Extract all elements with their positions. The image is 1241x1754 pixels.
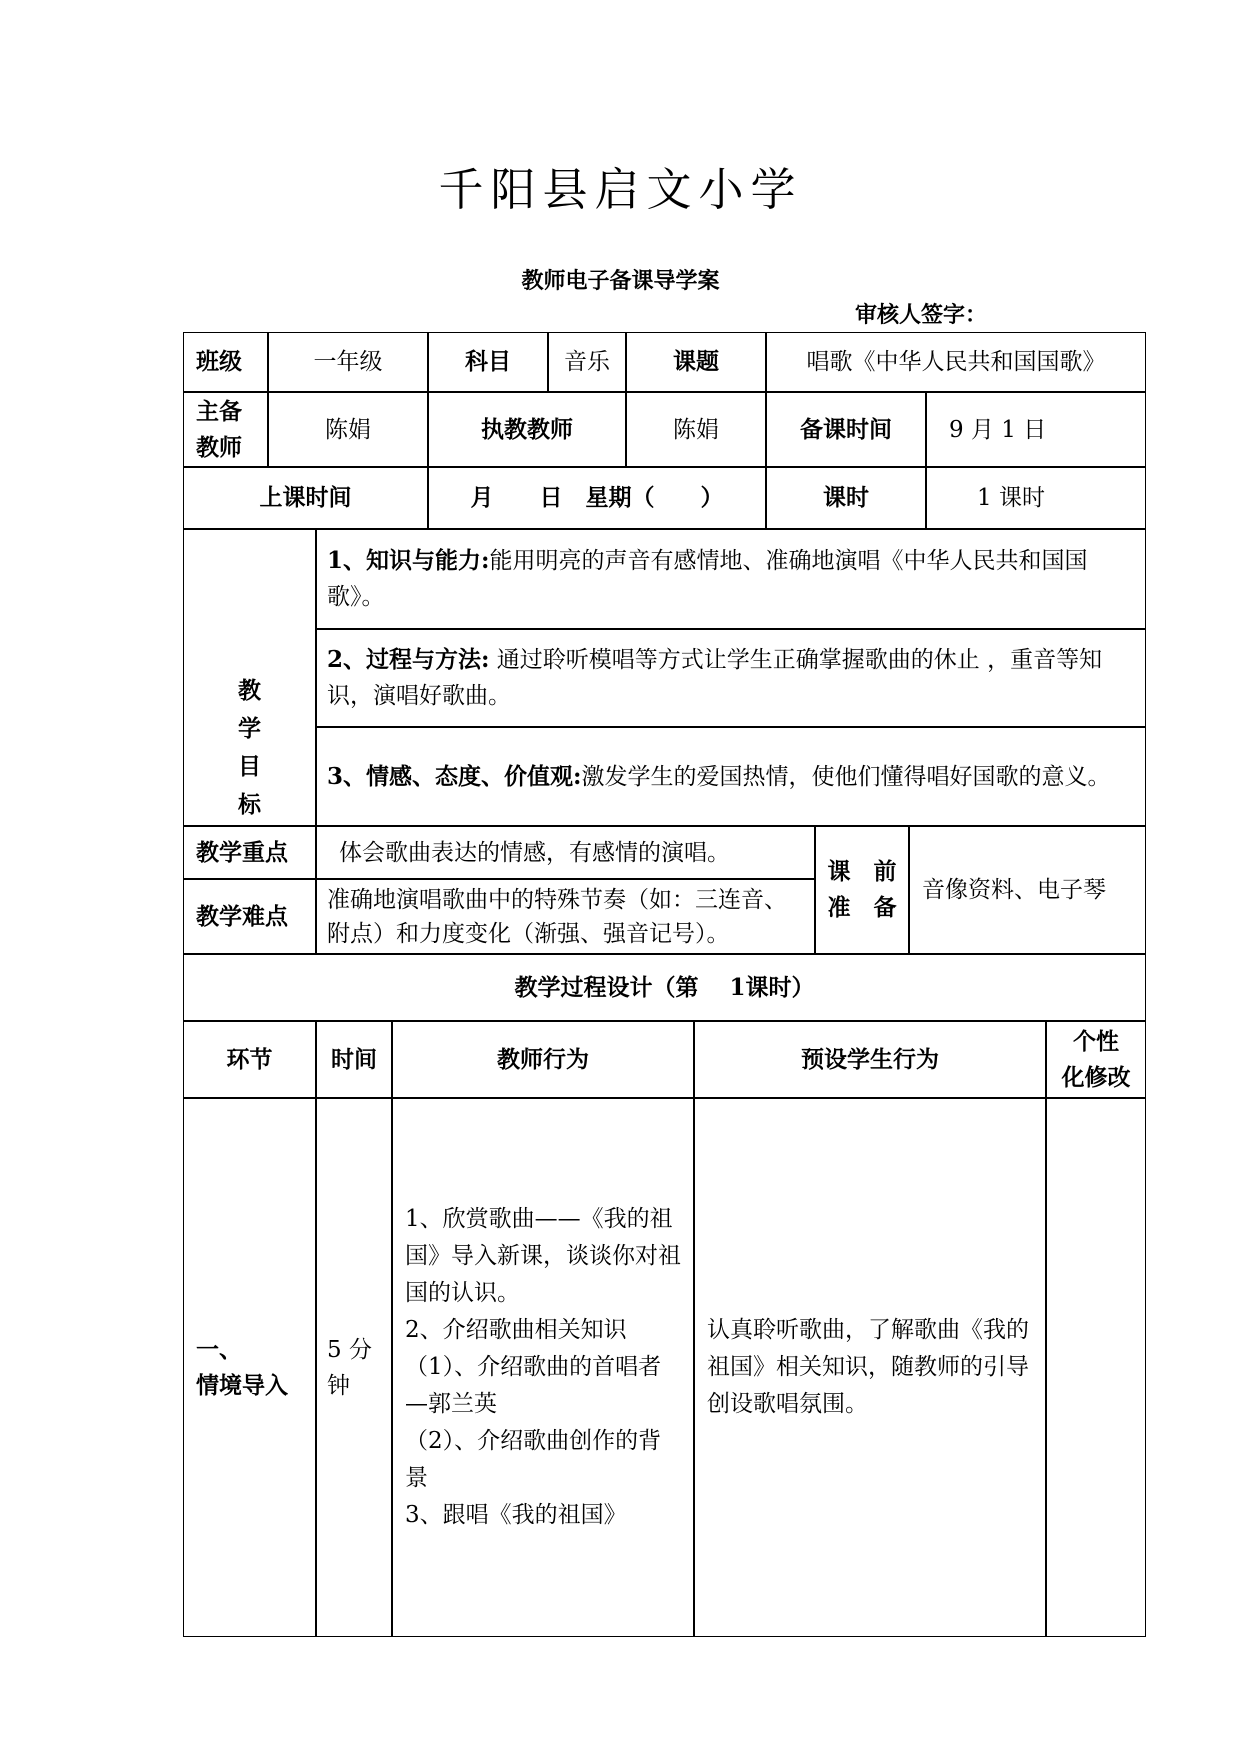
goal-emotion xyxy=(316,727,1146,826)
difficulty-value: 准确地演唱歌曲中的特殊节奏（如：三连音、附点）和力度变化（渐强、强音记号）。 xyxy=(316,879,815,954)
key-point-value: 体会歌曲表达的情感，有感情的演唱。 xyxy=(316,826,815,879)
teacher-action-line: （1）、介绍歌曲的首唱者—郭兰英 xyxy=(405,1354,662,1417)
reviewer-signature-label: 审核人签字： xyxy=(855,302,988,328)
class-time-label: 上课时间 xyxy=(183,467,428,529)
header-time: 时间 xyxy=(316,1021,392,1098)
class-time-value: 月 日 星期（ ） xyxy=(428,467,766,529)
prep-label xyxy=(815,826,909,954)
teacher-action-line: 1、欣赏歌曲——《我的祖国》导入新课，谈谈你对祖国的认识。 xyxy=(405,1206,681,1306)
header-student: 预设学生行为 xyxy=(694,1021,1046,1098)
goal-knowledge xyxy=(316,529,1146,629)
class-label: 班级 xyxy=(183,332,268,392)
school-name: 千阳县启文小学 xyxy=(438,163,803,216)
teacher-action-line: 2、介绍歌曲相关知识 xyxy=(405,1317,627,1343)
header-stage: 环节 xyxy=(183,1021,316,1098)
goal-title: 3、情感、态度、价值观: xyxy=(327,762,582,790)
header-personal-line1: 个性 xyxy=(1073,1027,1119,1055)
process-title: 教学过程设计（第 1课时） xyxy=(183,954,1146,1021)
goals-label-char: 目 xyxy=(238,752,261,780)
prep-time-value: 9 月 1 日 xyxy=(926,392,1146,467)
exec-teacher-value: 陈娟 xyxy=(626,392,766,467)
exec-teacher-label: 执教教师 xyxy=(428,392,626,467)
teacher-action-cell xyxy=(392,1098,694,1637)
teacher-action-line: （2）、介绍歌曲创作的背景 xyxy=(405,1428,662,1491)
stage-number: 一、 xyxy=(196,1335,242,1363)
header-teacher: 教师行为 xyxy=(392,1021,694,1098)
goal-process xyxy=(316,629,1146,727)
main-teacher-label xyxy=(183,392,268,467)
topic-label: 课题 xyxy=(626,332,766,392)
teacher-action-line: 3、跟唱《我的祖国》 xyxy=(405,1502,627,1528)
goal-text: 激发学生的爱国热情，使他们懂得唱好国歌的意义。 xyxy=(581,763,1111,790)
goal-title: 1、知识与能力: xyxy=(327,547,490,574)
goal-title: 2、过程与方法: xyxy=(327,646,490,673)
goal-text: 能用明亮的声音有感情地、准确地演唱《中华人民共和国国歌》。 xyxy=(327,548,1088,610)
class-value: 一年级 xyxy=(268,332,428,392)
period-value: 1 课时 xyxy=(926,467,1146,529)
main-teacher-label-line1: 主备 xyxy=(196,397,242,425)
key-point-label: 教学重点 xyxy=(183,826,316,879)
time-cell: 5 分钟 xyxy=(316,1098,392,1637)
topic-value: 唱歌《中华人民共和国国歌》 xyxy=(766,332,1146,392)
main-teacher-label-line2: 教师 xyxy=(196,433,242,461)
prep-label-line2: 准 备 xyxy=(827,894,897,921)
personal-edit-cell xyxy=(1046,1098,1146,1637)
prep-label-line1: 课 前 xyxy=(827,858,897,885)
goals-label-char: 标 xyxy=(238,790,261,818)
subject-value: 音乐 xyxy=(548,332,626,392)
header-personal xyxy=(1046,1021,1146,1098)
student-action-cell: 认真聆听歌曲，了解歌曲《我的祖国》相关知识，随教师的引导创设歌唱氛围。 xyxy=(694,1098,1046,1637)
stage-name: 情境导入 xyxy=(196,1371,288,1399)
difficulty-label: 教学难点 xyxy=(183,879,316,954)
teaching-goals-label xyxy=(183,529,316,826)
document-title: 教师电子备课导学案 xyxy=(521,268,720,294)
goals-label-char: 学 xyxy=(238,714,261,742)
stage-cell xyxy=(183,1098,316,1637)
main-teacher-value: 陈娟 xyxy=(268,392,428,467)
header-personal-line2: 化修改 xyxy=(1061,1063,1131,1091)
period-label: 课时 xyxy=(766,467,926,529)
prep-value: 音像资料、电子琴 xyxy=(909,826,1146,954)
subject-label: 科目 xyxy=(428,332,548,392)
goal-text: 通过聆听模唱等方式让学生正确掌握歌曲的休止 ，重音等知识，演唱好歌曲。 xyxy=(327,647,1103,709)
goals-label-char: 教 xyxy=(238,676,261,704)
prep-time-label: 备课时间 xyxy=(766,392,926,467)
